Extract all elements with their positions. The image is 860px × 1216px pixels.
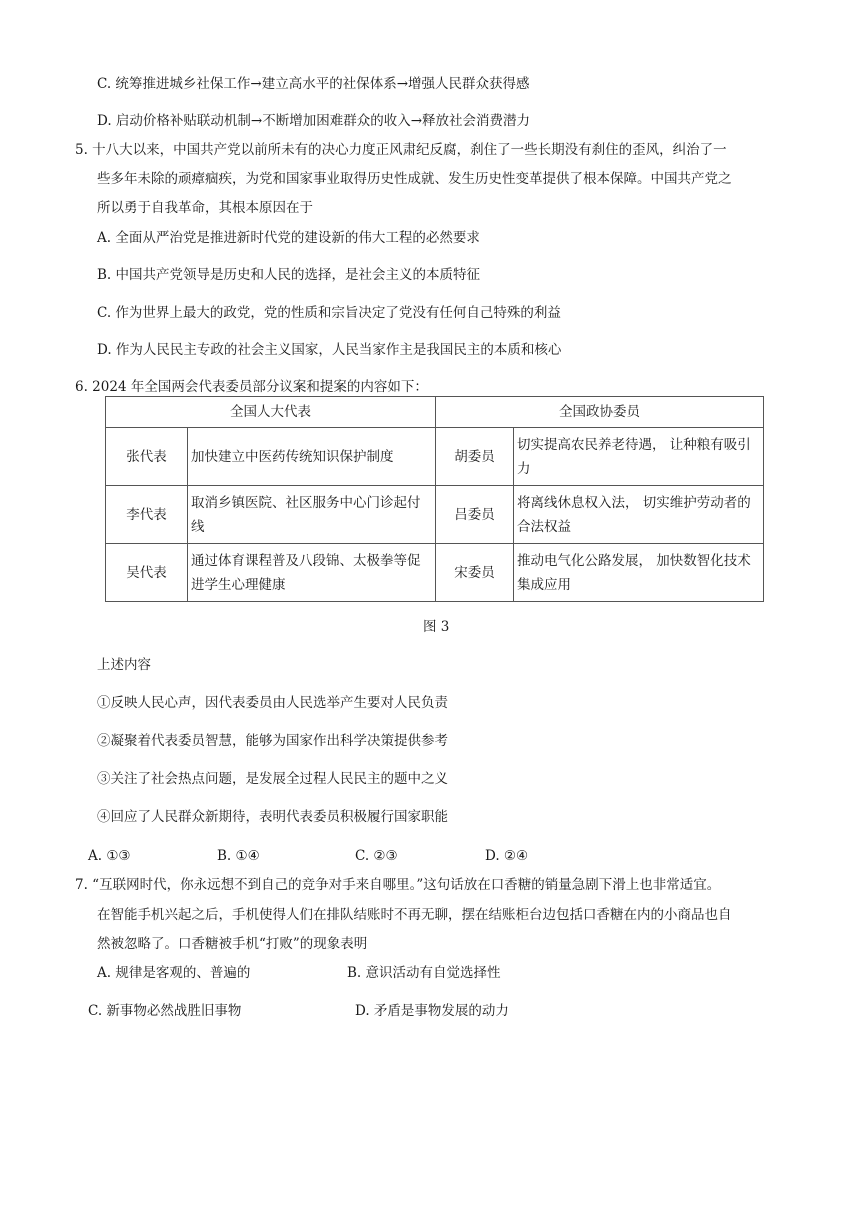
q6-statement-4: ④回应了人民群众新期待，表明代表委员积极履行国家职能 (97, 809, 448, 825)
q4-option-c: C. 统筹推进城乡社保工作→建立高水平的社保体系→增强人民群众获得感 (97, 76, 530, 92)
q5-stem-line-2: 些多年未除的顽瘴痼疾，为党和国家事业取得历史性成就、发生历史性变革提供了根本保障。中国共产党之 (97, 171, 732, 187)
deputy-name: 张代表 (106, 428, 188, 486)
q7-stem-line-2: 在智能手机兴起之后，手机使得人们在排队结账时不再无聊，摆在结账柜台边包括口香糖在内的小商品也自 (97, 907, 732, 923)
table-row (106, 544, 764, 602)
q7-option-c: C. 新事物必然战胜旧事物 (88, 1003, 242, 1019)
deputy-proposal: 加快建立中医药传统知识保护制度 (188, 428, 436, 486)
member-proposal: 推动电气化公路发展， 加快数智化技术集成应用 (514, 544, 764, 602)
header-npc-deputies: 全国人大代表 (106, 397, 436, 428)
member-proposal: 切实提高农民养老待遇， 让种粮有吸引力 (514, 428, 764, 486)
q5-option-b: B. 中国共产党领导是历史和人民的选择，是社会主义的本质特征 (97, 267, 481, 283)
q6-statement-1: ①反映人民心声，因代表委员由人民选举产生要对人民负责 (97, 695, 448, 711)
q7-stem-line-1: 7. “互联网时代，你永远想不到自己的竞争对手来自哪里。”这句话放在口香糖的销量急剧下滑上也非常适宜。 (75, 877, 721, 893)
q6-choice-c: C. ②③ (355, 848, 398, 864)
member-name: 宋委员 (436, 544, 514, 602)
q5-option-a: A. 全面从严治党是推进新时代党的建设新的伟大工程的必然要求 (97, 230, 480, 246)
deputy-name: 李代表 (106, 486, 188, 544)
q7-stem-line-3: 然被忽略了。口香糖被手机“打败”的现象表明 (97, 936, 368, 952)
deputy-proposal: 取消乡镇医院、社区服务中心门诊起付线 (188, 486, 436, 544)
deputies-proposals-table (105, 396, 764, 602)
q5-option-d: D. 作为人民民主专政的社会主义国家，人民当家作主是我国民主的本质和核心 (97, 342, 562, 358)
member-proposal: 将离线休息权入法， 切实维护劳动者的合法权益 (514, 486, 764, 544)
figure-caption: 图 3 (423, 619, 450, 635)
q4-option-d: D. 启动价格补贴联动机制→不断增加困难群众的收入→释放社会消费潜力 (97, 113, 531, 129)
q5-stem-line-3: 所以勇于自我革命，其根本原因在于 (97, 200, 313, 216)
table-row (106, 486, 764, 544)
q6-choice-b: B. ①④ (217, 848, 260, 864)
header-cppcc-members: 全国政协委员 (436, 397, 764, 428)
deputy-proposal: 通过体育课程普及八段锦、太极拳等促进学生心理健康 (188, 544, 436, 602)
q7-option-d: D. 矛盾是事物发展的动力 (355, 1003, 509, 1019)
q6-choice-a: A. ①③ (88, 848, 131, 864)
q6-lead: 上述内容 (97, 657, 151, 673)
q7-option-b: B. 意识活动有自觉选择性 (347, 965, 501, 981)
deputy-name: 吴代表 (106, 544, 188, 602)
q7-option-a: A. 规律是客观的、普遍的 (97, 965, 251, 981)
table-row (106, 428, 764, 486)
member-name: 吕委员 (436, 486, 514, 544)
q5-option-c: C. 作为世界上最大的政党，党的性质和宗旨决定了党没有任何自己特殊的利益 (97, 305, 561, 321)
member-name: 胡委员 (436, 428, 514, 486)
q6-statement-2: ②凝聚着代表委员智慧，能够为国家作出科学决策提供参考 (97, 733, 448, 749)
q6-stem: 6. 2024 年全国两会代表委员部分议案和提案的内容如下： (75, 379, 428, 395)
q6-choice-d: D. ②④ (485, 848, 529, 864)
q6-statement-3: ③关注了社会热点问题，是发展全过程人民民主的题中之义 (97, 771, 448, 787)
q5-stem-line-1: 5. 十八大以来，中国共产党以前所未有的决心力度正风肃纪反腐，刹住了一些长期没有刹住的歪风，纠治了一 (75, 142, 727, 158)
